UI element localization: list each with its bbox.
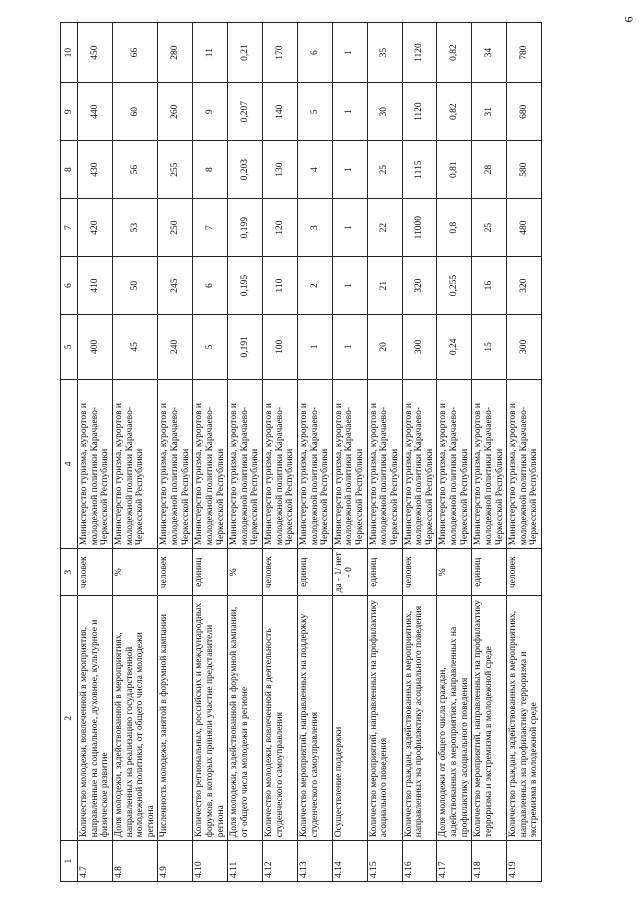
row-value-col8: 1115 (402, 141, 437, 199)
row-code: 4.18 (472, 841, 507, 882)
row-value-col9: 31 (472, 83, 507, 141)
row-value-col5: 5 (193, 315, 228, 379)
col-header-4: 4 (61, 379, 78, 549)
row-value-col6: 410 (78, 257, 113, 315)
row-value-col6: 245 (158, 257, 193, 315)
row-value-col10: 1 (332, 23, 367, 83)
col-header-2: 2 (61, 596, 78, 841)
row-responsible-org: Министерство туризма, курортов и молодежной политики Карачаево-Черкесской Республики (193, 379, 228, 549)
row-unit: человек (507, 549, 542, 596)
col-header-5: 5 (61, 315, 78, 379)
row-value-col5: 300 (402, 315, 437, 379)
row-code: 4.16 (402, 841, 437, 882)
row-value-col6: 110 (263, 257, 298, 315)
row-indicator-name: Доля молодежи от общего числа граждан, задействованных в мероприятиях, направленных на профилактику асоциального поведения (437, 596, 472, 841)
row-value-col10: 35 (367, 23, 402, 83)
row-responsible-org: Министерство туризма, курортов и молодежной политики Карачаево-Черкесской Республики (112, 379, 158, 549)
col-header-9: 9 (61, 83, 78, 141)
row-value-col8: 255 (158, 141, 193, 199)
indicators-table (60, 22, 542, 882)
row-indicator-name: Количество граждан, задействованных в мероприятиях, направленных на профилактику терроризма и экстремизма в молодежной среде (507, 596, 542, 841)
row-value-col10: 11 (193, 23, 228, 83)
row-unit: человек (402, 549, 437, 596)
row-value-col6: 320 (402, 257, 437, 315)
row-value-col9: 140 (263, 83, 298, 141)
row-responsible-org: Министерство туризма, курортов и молодежной политики Карачаево-Черкесской Республики (228, 379, 263, 549)
row-value-col6: 6 (193, 257, 228, 315)
col-header-6: 6 (61, 257, 78, 315)
row-code: 4.13 (297, 841, 332, 882)
row-value-col9: 1 (332, 83, 367, 141)
row-code: 4.7 (78, 841, 113, 882)
col-header-8: 8 (61, 141, 78, 199)
row-value-col9: 260 (158, 83, 193, 141)
row-value-col7: 250 (158, 199, 193, 257)
row-value-col10: 280 (158, 23, 193, 83)
row-value-col7: 22 (367, 199, 402, 257)
table-header-row (61, 23, 78, 882)
row-unit: человек (158, 549, 193, 596)
row-responsible-org: Министерство туризма, курортов и молодежной политики Карачаево-Черкесской Республики (402, 379, 437, 549)
row-indicator-name: Количество молодежи, вовлеченной в мероприятия, направленные на социальное, духовное, культурное и физическое развитие (78, 596, 113, 841)
row-value-col7: 0,8 (437, 199, 472, 257)
table-row (263, 23, 298, 882)
row-value-col8: 0,81 (437, 141, 472, 199)
row-responsible-org: Министерство туризма, курортов и молодежной политики Карачаево-Черкесской Республики (78, 379, 113, 549)
row-indicator-name: Осуществление поддержки (332, 596, 367, 841)
row-value-col5: 100 (263, 315, 298, 379)
row-indicator-name: Количество мероприятий, направленных на профилактику асоциального поведения (367, 596, 402, 841)
row-code: 4.15 (367, 841, 402, 882)
col-header-10: 10 (61, 23, 78, 83)
row-value-col5: 1 (332, 315, 367, 379)
row-value-col10: 1120 (402, 23, 437, 83)
row-value-col7: 3 (297, 199, 332, 257)
row-value-col5: 300 (507, 315, 542, 379)
row-value-col8: 0,203 (228, 141, 263, 199)
row-value-col5: 1 (297, 315, 332, 379)
row-unit: человек (263, 549, 298, 596)
row-code: 4.12 (263, 841, 298, 882)
row-indicator-name: Доля молодежи, задействованной в форумной кампании, от общего числа молодежи в регионе (228, 596, 263, 841)
row-value-col9: 30 (367, 83, 402, 141)
row-value-col6: 2 (297, 257, 332, 315)
col-header-7: 7 (61, 199, 78, 257)
row-code: 4.11 (228, 841, 263, 882)
row-value-col6: 320 (507, 257, 542, 315)
rotated-table-sheet (60, 22, 580, 882)
row-value-col8: 25 (367, 141, 402, 199)
table-row (158, 23, 193, 882)
table-row (367, 23, 402, 882)
row-value-col6: 0,255 (437, 257, 472, 315)
row-value-col10: 780 (507, 23, 542, 83)
table-row (507, 23, 542, 882)
row-value-col7: 1 (332, 199, 367, 257)
table-row (297, 23, 332, 882)
row-unit: % (112, 549, 158, 596)
row-value-col5: 45 (112, 315, 158, 379)
row-value-col9: 1120 (402, 83, 437, 141)
row-value-col9: 440 (78, 83, 113, 141)
row-value-col7: 0,199 (228, 199, 263, 257)
table-row (193, 23, 228, 882)
row-value-col5: 0,191 (228, 315, 263, 379)
row-responsible-org: Министерство туризма, курортов и молодежной политики Карачаево-Черкесской Республики (437, 379, 472, 549)
row-value-col6: 0,195 (228, 257, 263, 315)
row-value-col8: 28 (472, 141, 507, 199)
row-value-col5: 0,24 (437, 315, 472, 379)
row-code: 4.8 (112, 841, 158, 882)
row-code: 4.10 (193, 841, 228, 882)
row-value-col6: 50 (112, 257, 158, 315)
row-value-col7: 25 (472, 199, 507, 257)
row-value-col8: 1 (332, 141, 367, 199)
row-unit: % (437, 549, 472, 596)
col-header-3: 3 (61, 549, 78, 596)
row-indicator-name: Количество мероприятий, направленных на поддержку студенческого самоуправления (297, 596, 332, 841)
row-value-col8: 4 (297, 141, 332, 199)
row-responsible-org: Министерство туризма, курортов и молодежной политики Карачаево-Черкесской Республики (297, 379, 332, 549)
table-row (472, 23, 507, 882)
row-value-col10: 34 (472, 23, 507, 83)
row-value-col8: 8 (193, 141, 228, 199)
row-unit: человек (78, 549, 113, 596)
row-responsible-org: Министерство туризма, курортов и молодежной политики Карачаево-Черкесской Республики (367, 379, 402, 549)
row-value-col10: 66 (112, 23, 158, 83)
page-number: 6 (621, 16, 636, 23)
row-responsible-org: Министерство туризма, курортов и молодежной политики Карачаево-Черкесской Республики (472, 379, 507, 549)
col-header-1: 1 (61, 841, 78, 882)
row-value-col10: 0,82 (437, 23, 472, 83)
table-row (78, 23, 113, 882)
row-code: 4.17 (437, 841, 472, 882)
row-code: 4.9 (158, 841, 193, 882)
row-value-col10: 450 (78, 23, 113, 83)
row-value-col10: 0,21 (228, 23, 263, 83)
row-indicator-name: Количество граждан, задействованных в мероприятиях, направленных на профилактику асоциального поведения (402, 596, 437, 841)
row-value-col5: 15 (472, 315, 507, 379)
row-code: 4.19 (507, 841, 542, 882)
row-unit: единиц (297, 549, 332, 596)
row-unit: да - 1/ нет - 0 (332, 549, 367, 596)
row-value-col8: 430 (78, 141, 113, 199)
row-indicator-name: Количество молодежи, вовлеченной в деятельность студенческого самоуправления (263, 596, 298, 841)
row-unit: единиц (367, 549, 402, 596)
row-value-col7: 7 (193, 199, 228, 257)
row-value-col9: 9 (193, 83, 228, 141)
row-value-col9: 0,207 (228, 83, 263, 141)
row-responsible-org: Министерство туризма, курортов и молодежной политики Карачаево-Черкесской Республики (158, 379, 193, 549)
row-value-col6: 16 (472, 257, 507, 315)
row-unit: единиц (472, 549, 507, 596)
row-value-col7: 120 (263, 199, 298, 257)
row-code: 4.14 (332, 841, 367, 882)
row-value-col9: 5 (297, 83, 332, 141)
table-row (112, 23, 158, 882)
row-value-col5: 20 (367, 315, 402, 379)
row-responsible-org: Министерство туризма, курортов и молодежной политики Карачаево-Черкесской Республики (263, 379, 298, 549)
row-value-col7: 53 (112, 199, 158, 257)
row-indicator-name: Количество региональных, российских и международных форумов, в которых приняли участие представители региона (193, 596, 228, 841)
row-value-col9: 680 (507, 83, 542, 141)
row-value-col8: 130 (263, 141, 298, 199)
row-value-col8: 580 (507, 141, 542, 199)
row-responsible-org: Министерство туризма, курортов и молодежной политики Карачаево-Черкесской Республики (507, 379, 542, 549)
row-indicator-name: Доля молодежи, задействованной в мероприятиях, направленных на реализацию государственной молодежной политики, от общего числа молодежи региона (112, 596, 158, 841)
row-value-col9: 60 (112, 83, 158, 141)
row-value-col7: 420 (78, 199, 113, 257)
row-value-col5: 240 (158, 315, 193, 379)
row-value-col6: 1 (332, 257, 367, 315)
row-value-col7: 11000 (402, 199, 437, 257)
row-indicator-name: Количество мероприятий, направленных на профилактику терроризма и экстремизма в молодежной среде (472, 596, 507, 841)
table-row (437, 23, 472, 882)
row-responsible-org: Министерство туризма, курортов и молодежной политики Карачаево-Черкесской Республики (332, 379, 367, 549)
row-unit: % (228, 549, 263, 596)
row-unit: единиц (193, 549, 228, 596)
row-value-col5: 400 (78, 315, 113, 379)
table-body (78, 23, 542, 882)
row-value-col10: 6 (297, 23, 332, 83)
table-row (228, 23, 263, 882)
table-row (402, 23, 437, 882)
row-value-col9: 0,82 (437, 83, 472, 141)
row-value-col10: 170 (263, 23, 298, 83)
table-row (332, 23, 367, 882)
row-value-col6: 21 (367, 257, 402, 315)
row-value-col7: 480 (507, 199, 542, 257)
row-indicator-name: Численность молодежи, занятой в форумной кампании (158, 596, 193, 841)
row-value-col8: 56 (112, 141, 158, 199)
